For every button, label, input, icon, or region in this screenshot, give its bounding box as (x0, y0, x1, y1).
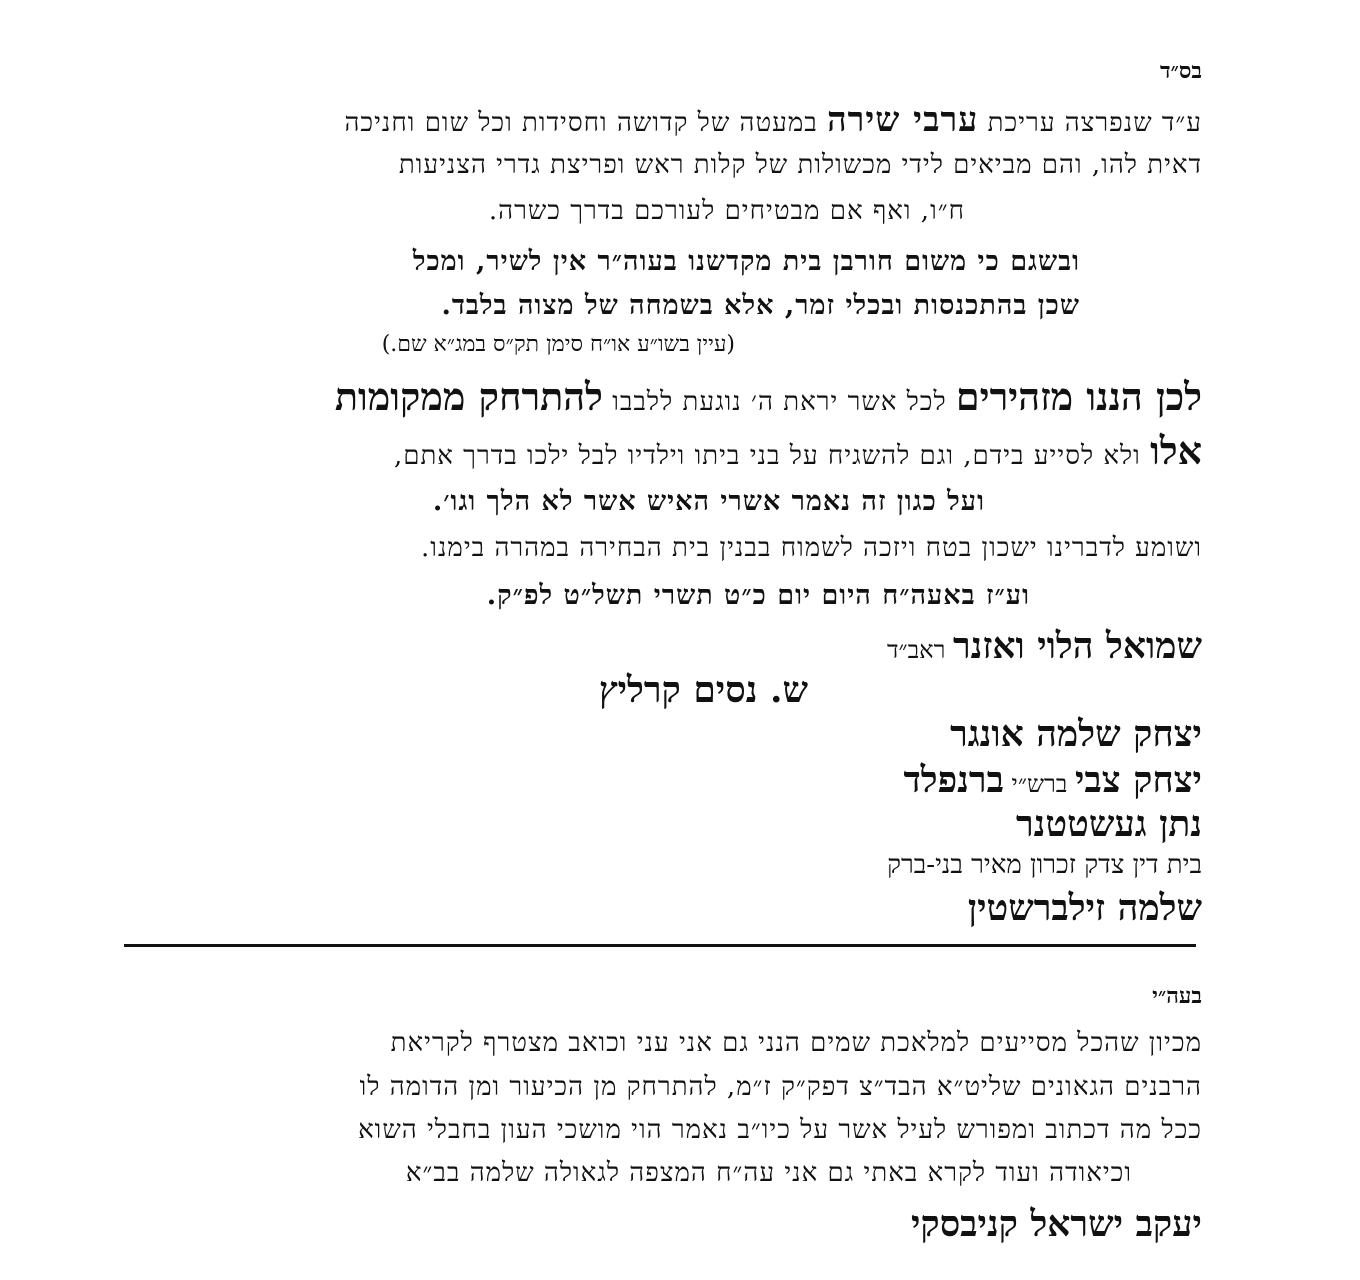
separator-line (124, 944, 1196, 947)
warning-lead: לכן הננו מזהירים (955, 374, 1202, 419)
warning-keep-away: להתרחק ממקומות (334, 374, 603, 419)
signature-wosner (886, 625, 1202, 667)
blessing-line: ושומע לדברינו ישכון בטח ויזכה לשמוח בבנין בית הבחירה במהרה בימנו. (421, 533, 1202, 563)
letter2-line4: וכיאודה ועוד לקרא באתי גם אני עה״ח המצפה לגאולה שלמה בב״א (405, 1158, 1132, 1188)
para1-line1 (344, 100, 1202, 140)
signature-zilberstein: שלמה זילברשטין (967, 887, 1202, 929)
para2-line2: שכן בהתכנסות ובכלי זמר, אלא בשמחה של מצוה בלבד. (441, 290, 1080, 321)
signature-gestetner: נתן געשטטנר (1016, 803, 1202, 845)
quote-line: ועל כגון זה נאמר אשרי האיש אשר לא הלך וגו׳. (432, 486, 985, 517)
para1-line3: ח״ו, ואף אם מבטיחים לעורכם בדרך כשרה. (488, 196, 965, 226)
para2-line1: ובשגם כי משום חורבן בית מקדשנו בעוה״ר אין לשיר, ומכל (412, 246, 1080, 277)
signature-bernfeld-title: ברש״י (1003, 770, 1075, 798)
header-beh: בעה״י (1152, 983, 1202, 1009)
letter2-line1: מכיון שהכל מסייעים למלאכת שמים הנני גם אני עני וכואב מצטרף לקריאת (390, 1028, 1202, 1058)
warning-these: אלו (1150, 428, 1202, 473)
para3-line2 (393, 428, 1202, 473)
para1-line1-post: במעטה של קדושה וחסידות וכל שום וחניכה (344, 108, 828, 138)
signature-wosner-name: שמואל הלוי ואזנר (952, 625, 1202, 667)
citation: (עיין בשו״ע או״ח סימן תק״ס במג״א שם.) (381, 332, 735, 357)
warning-rest: ולא לסייע בידם, וגם להשגיח על בני ביתו וילדיו לבל ילכו בדרך אתם, (393, 441, 1151, 471)
signature-bernfeld (903, 759, 1202, 801)
signature-wosner-title: ראב״ד (886, 636, 953, 664)
para3-line1 (334, 374, 1202, 419)
letter2-line2: הרבנים הגאונים שליט״א הבד״צ דפק״ק ז״מ, להתרחק מן הכיעור ומן הדומה לו (359, 1072, 1202, 1102)
signature-unger: יצחק שלמה אונגר (950, 713, 1202, 755)
signature-kanievsky: יעקב ישראל קניבסקי (910, 1203, 1202, 1245)
signature-bernfeld-name: יצחק צבי (1074, 759, 1202, 801)
para1-line1-pre: ע״ד שנפרצה עריכת (978, 108, 1202, 138)
header-bsd: בס״ד (1159, 58, 1202, 84)
court-name: בית דין צדק זכרון מאיר בני-ברק (887, 850, 1202, 880)
signature-bernfeld-surname: ברנפלד (903, 759, 1004, 801)
para1-emph: ערבי שירה (827, 100, 979, 140)
para1-line2: דאית להו, והם מביאים לידי מכשולות של קלות ראש ופריצת גדרי הצניעות (398, 150, 1202, 180)
warning-mid: לכל אשר יראת ה׳ נוגעת ללבבו (602, 387, 956, 417)
date-line: וע״ז באעה״ח היום יום כ״ט תשרי תשל״ט לפ״ק. (486, 580, 1030, 611)
signature-karelitz: ש. נסים קרליץ (598, 669, 808, 711)
letter2-line3: ככל מה דכתוב ומפורש לעיל אשר על כיו״ב נאמר הוי מושכי העון בחבלי השוא (358, 1115, 1202, 1145)
